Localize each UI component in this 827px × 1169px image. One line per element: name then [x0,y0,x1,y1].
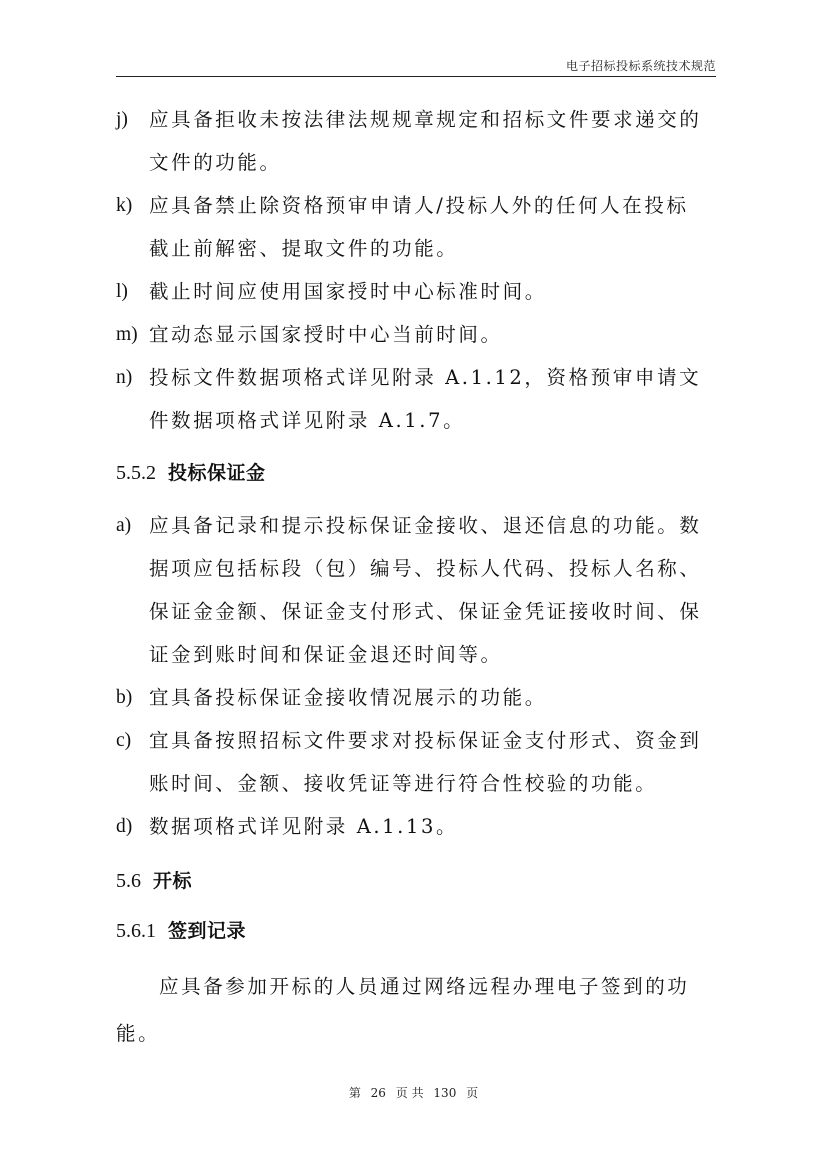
list-item-text: 数据项格式详见附录 A.1.13。 [149,815,459,838]
page-number: 26 [370,1086,386,1100]
section-heading-5-6 [116,867,706,895]
list-marker: l) [116,281,128,302]
section-heading-5-5-2 [116,459,706,487]
list-item-text: 应具备拒收未按法律法规规章规定和招标文件要求递交的文件的功能。 [149,108,702,174]
list-marker: m) [116,324,138,345]
list-item-k [116,184,706,270]
list-item-b [116,676,706,719]
section-title: 投标保证金 [168,462,266,484]
section-number: 5.6.1 [116,920,156,942]
list-item-j [116,98,706,184]
list-marker: d) [116,816,133,837]
list-item-c [116,719,706,805]
section-heading-5-6-1 [116,917,706,945]
list-marker: n) [116,367,133,388]
body-paragraph: 应具备参加开标的人员通过网络远程办理电子签到的功能。 [116,975,690,1045]
list-item-text: 应具备记录和提示投标保证金接收、退还信息的功能。数据项应包括标段（包）编号、投标人代码、投标人名称、保证金金额、保证金支付形式、保证金凭证接收时间、保证金到账时间和保证金退还时间等。 [149,514,702,666]
section-title: 开标 [153,870,193,892]
list-item-a [116,504,706,676]
page-footer [0,1084,827,1101]
page-header [116,54,716,77]
list-marker: b) [116,687,133,708]
list-item-text: 宜具备投标保证金接收情况展示的功能。 [149,686,547,709]
list-marker: a) [116,515,132,536]
page-number-prefix: 第 [348,1086,361,1100]
section-number: 5.6 [116,870,141,892]
page-number-suffix: 页 [466,1086,479,1100]
list-item-text: 投标文件数据项格式详见附录 A.1.12，资格预审申请文件数据项格式详见附录 A.1.7。 [149,366,702,432]
list-item-text: 截止时间应使用国家授时中心标准时间。 [149,280,547,303]
list-item-text: 宜具备按照招标文件要求对投标保证金支付形式、资金到账时间、金额、接收凭证等进行符合性校验的功能。 [149,729,702,795]
page-total: 130 [433,1086,457,1100]
list-j-to-n [116,98,706,442]
list-a-to-d [116,504,706,848]
list-item-text: 应具备禁止除资格预审申请人/投标人外的任何人在投标截止前解密、提取文件的功能。 [149,194,689,260]
list-marker: k) [116,195,133,216]
list-marker: c) [116,730,132,751]
page-number-middle: 页 共 [395,1086,424,1100]
list-item-d [116,805,706,848]
list-item-m [116,313,706,356]
list-item-l [116,270,706,313]
document-title: 电子招标投标系统技术规范 [565,59,716,73]
list-marker: j) [116,109,128,130]
section-number: 5.5.2 [116,462,156,484]
section-title: 签到记录 [168,920,247,942]
document-body [116,98,706,1057]
list-item-n [116,356,706,442]
list-item-text: 宜动态显示国家授时中心当前时间。 [149,323,503,346]
